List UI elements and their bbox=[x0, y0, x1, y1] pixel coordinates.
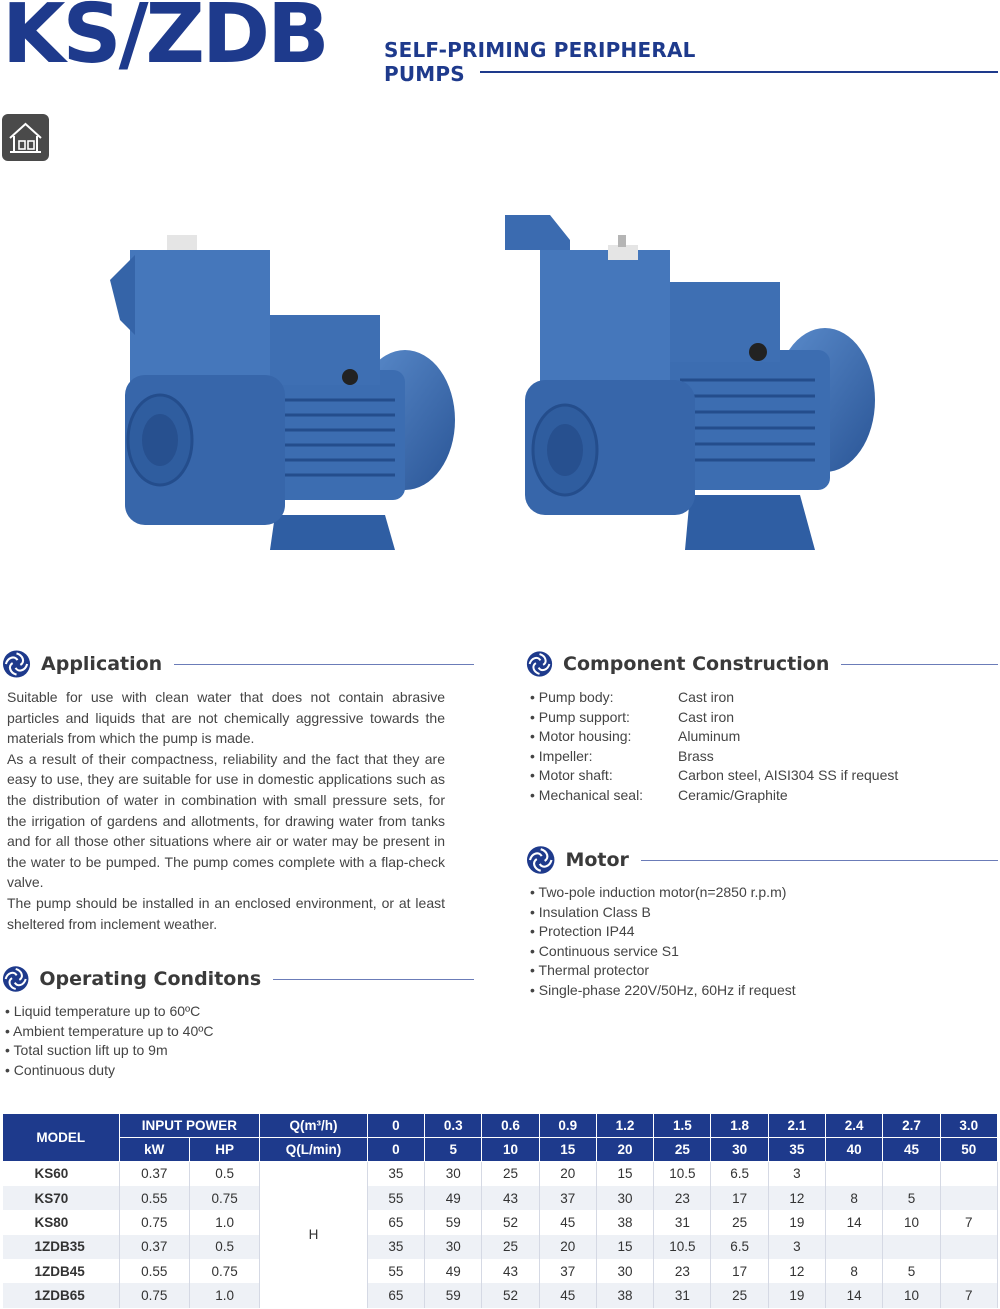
q-m3h-header: Q(m³/h) bbox=[260, 1114, 368, 1138]
head-label-cell: H bbox=[260, 1162, 368, 1308]
head-value-cell: 59 bbox=[425, 1283, 482, 1307]
head-value-cell: 45 bbox=[539, 1283, 596, 1307]
head-value-cell: 35 bbox=[367, 1162, 424, 1186]
model-cell: 1ZDB45 bbox=[3, 1259, 120, 1283]
head-value-cell: 19 bbox=[768, 1210, 825, 1234]
q-m3h-value: 2.7 bbox=[883, 1114, 940, 1138]
section-rule bbox=[273, 979, 474, 980]
head-value-cell bbox=[883, 1162, 940, 1186]
application-paragraph: As a result of their compactness, reliability and the fact that they are easy to use, they are suitable for use in domestic applications such as the distribution of water in combination with small pressure sets, for the irrigation of gardens and allotments, for drawing water from tanks and for all those other situations where air or water may be present in the water to be pumped. The pump comes complete with a flap-check valve. bbox=[7, 750, 445, 891]
head-value-cell: 37 bbox=[539, 1186, 596, 1210]
head-value-cell: 12 bbox=[768, 1259, 825, 1283]
brand-title: KS/ZDB bbox=[2, 0, 327, 82]
kw-cell: 0.75 bbox=[119, 1283, 189, 1307]
model-header: MODEL bbox=[3, 1114, 120, 1162]
head-value-cell: 59 bbox=[425, 1210, 482, 1234]
head-value-cell: 49 bbox=[425, 1259, 482, 1283]
component-row bbox=[530, 688, 898, 708]
component-material: Ceramic/Graphite bbox=[678, 786, 788, 803]
q-m3h-value: 2.1 bbox=[768, 1114, 825, 1138]
head-value-cell: 65 bbox=[367, 1210, 424, 1234]
head-value-cell: 25 bbox=[482, 1235, 539, 1259]
head-value-cell: 15 bbox=[596, 1235, 653, 1259]
model-cell: 1ZDB65 bbox=[3, 1283, 120, 1307]
component-row bbox=[530, 708, 898, 728]
q-lmin-value: 15 bbox=[539, 1138, 596, 1162]
head-value-cell: 31 bbox=[654, 1210, 711, 1234]
motor-list bbox=[530, 883, 796, 1001]
hp-cell: 0.5 bbox=[189, 1162, 259, 1186]
section-rule bbox=[841, 664, 998, 665]
table-header-row bbox=[3, 1114, 998, 1138]
head-value-cell: 52 bbox=[482, 1283, 539, 1307]
component-part: • Mechanical seal: bbox=[530, 786, 678, 806]
head-value-cell: 49 bbox=[425, 1186, 482, 1210]
kw-cell: 0.37 bbox=[119, 1235, 189, 1259]
hp-cell: 0.5 bbox=[189, 1235, 259, 1259]
head-value-cell: 15 bbox=[596, 1162, 653, 1186]
section-title: Application bbox=[41, 653, 163, 675]
application-paragraph: The pump should be installed in an enclosed environment, or at least sheltered from inclement weather. bbox=[7, 894, 445, 932]
hp-cell: 1.0 bbox=[189, 1210, 259, 1234]
head-value-cell: 10.5 bbox=[654, 1162, 711, 1186]
head-value-cell: 31 bbox=[654, 1283, 711, 1307]
component-material: Brass bbox=[678, 747, 714, 764]
kw-cell: 0.55 bbox=[119, 1259, 189, 1283]
head-value-cell: 19 bbox=[768, 1283, 825, 1307]
head-value-cell: 35 bbox=[367, 1235, 424, 1259]
component-part: • Pump body: bbox=[530, 688, 678, 708]
q-m3h-value: 1.5 bbox=[654, 1114, 711, 1138]
section-operating bbox=[2, 964, 474, 994]
component-row bbox=[530, 786, 898, 806]
head-value-cell: 20 bbox=[539, 1235, 596, 1259]
q-m3h-value: 3.0 bbox=[940, 1114, 997, 1138]
swirl-logo-icon bbox=[2, 964, 29, 994]
head-value-cell: 52 bbox=[482, 1210, 539, 1234]
head-value-cell: 55 bbox=[367, 1259, 424, 1283]
subtitle-line-2: PUMPS bbox=[384, 62, 465, 86]
component-part: • Motor shaft: bbox=[530, 766, 678, 786]
list-item: • Thermal protector bbox=[530, 961, 796, 981]
component-row bbox=[530, 747, 898, 767]
list-item: • Single-phase 220V/50Hz, 60Hz if request bbox=[530, 981, 796, 1001]
head-value-cell: 38 bbox=[596, 1283, 653, 1307]
input-power-header: INPUT POWER bbox=[119, 1114, 260, 1138]
swirl-logo-icon bbox=[526, 845, 555, 875]
performance-table bbox=[2, 1113, 998, 1308]
head-value-cell bbox=[940, 1186, 997, 1210]
head-value-cell bbox=[940, 1162, 997, 1186]
head-value-cell: 6.5 bbox=[711, 1235, 768, 1259]
q-lmin-header: Q(L/min) bbox=[260, 1138, 368, 1162]
kw-header: kW bbox=[119, 1138, 189, 1162]
q-m3h-value: 0 bbox=[367, 1114, 424, 1138]
house-indoor-icon bbox=[2, 114, 49, 161]
q-lmin-value: 25 bbox=[654, 1138, 711, 1162]
head-value-cell: 10 bbox=[883, 1210, 940, 1234]
head-value-cell: 30 bbox=[425, 1162, 482, 1186]
model-cell: 1ZDB35 bbox=[3, 1235, 120, 1259]
component-part: • Impeller: bbox=[530, 747, 678, 767]
head-value-cell: 20 bbox=[539, 1162, 596, 1186]
section-component bbox=[526, 649, 998, 679]
list-item: • Liquid temperature up to 60ºC bbox=[5, 1002, 213, 1022]
head-value-cell: 10.5 bbox=[654, 1235, 711, 1259]
table-header-row bbox=[3, 1138, 998, 1162]
header-rule bbox=[480, 71, 998, 73]
component-row bbox=[530, 766, 898, 786]
head-value-cell: 3 bbox=[768, 1235, 825, 1259]
head-value-cell: 23 bbox=[654, 1186, 711, 1210]
kw-cell: 0.55 bbox=[119, 1186, 189, 1210]
head-value-cell: 8 bbox=[826, 1259, 883, 1283]
head-value-cell: 30 bbox=[425, 1235, 482, 1259]
model-cell: KS80 bbox=[3, 1210, 120, 1234]
head-value-cell: 10 bbox=[883, 1283, 940, 1307]
head-value-cell: 25 bbox=[482, 1162, 539, 1186]
pump-image-right bbox=[500, 210, 880, 565]
section-title: Operating Conditons bbox=[39, 968, 262, 990]
head-value-cell: 25 bbox=[711, 1283, 768, 1307]
head-value-cell: 30 bbox=[596, 1186, 653, 1210]
head-value-cell: 6.5 bbox=[711, 1162, 768, 1186]
table-row bbox=[3, 1235, 998, 1259]
component-table bbox=[530, 688, 898, 806]
section-title: Component Construction bbox=[563, 653, 830, 675]
product-subtitle bbox=[384, 38, 696, 86]
table-row bbox=[3, 1283, 998, 1307]
q-lmin-value: 50 bbox=[940, 1138, 997, 1162]
head-value-cell bbox=[940, 1235, 997, 1259]
head-value-cell: 30 bbox=[596, 1259, 653, 1283]
swirl-logo-icon bbox=[526, 649, 553, 679]
head-value-cell: 65 bbox=[367, 1283, 424, 1307]
head-value-cell: 3 bbox=[768, 1162, 825, 1186]
head-value-cell: 37 bbox=[539, 1259, 596, 1283]
q-lmin-value: 10 bbox=[482, 1138, 539, 1162]
list-item: • Continuous service S1 bbox=[530, 942, 796, 962]
head-value-cell: 14 bbox=[826, 1283, 883, 1307]
head-value-cell: 43 bbox=[482, 1259, 539, 1283]
component-part: • Motor housing: bbox=[530, 727, 678, 747]
head-value-cell: 12 bbox=[768, 1186, 825, 1210]
component-material: Carbon steel, AISI304 SS if request bbox=[678, 767, 899, 784]
head-value-cell: 7 bbox=[940, 1210, 997, 1234]
head-value-cell: 55 bbox=[367, 1186, 424, 1210]
q-m3h-value: 0.9 bbox=[539, 1114, 596, 1138]
q-m3h-value: 1.8 bbox=[711, 1114, 768, 1138]
head-value-cell bbox=[826, 1162, 883, 1186]
q-lmin-value: 20 bbox=[596, 1138, 653, 1162]
q-lmin-value: 5 bbox=[425, 1138, 482, 1162]
head-value-cell bbox=[940, 1259, 997, 1283]
head-value-cell: 25 bbox=[711, 1210, 768, 1234]
head-value-cell: 43 bbox=[482, 1186, 539, 1210]
head-value-cell: 38 bbox=[596, 1210, 653, 1234]
hp-cell: 0.75 bbox=[189, 1259, 259, 1283]
q-lmin-value: 30 bbox=[711, 1138, 768, 1162]
list-item: • Total suction lift up to 9m bbox=[5, 1041, 213, 1061]
head-value-cell: 8 bbox=[826, 1186, 883, 1210]
component-part: • Pump support: bbox=[530, 708, 678, 728]
list-item: • Insulation Class B bbox=[530, 903, 796, 923]
kw-cell: 0.75 bbox=[119, 1210, 189, 1234]
application-text bbox=[7, 687, 445, 934]
hp-cell: 0.75 bbox=[189, 1186, 259, 1210]
head-value-cell bbox=[883, 1235, 940, 1259]
q-lmin-value: 35 bbox=[768, 1138, 825, 1162]
head-value-cell: 7 bbox=[940, 1283, 997, 1307]
operating-list bbox=[5, 1002, 213, 1080]
head-value-cell: 5 bbox=[883, 1259, 940, 1283]
hp-header: HP bbox=[189, 1138, 259, 1162]
q-lmin-value: 0 bbox=[367, 1138, 424, 1162]
model-cell: KS70 bbox=[3, 1186, 120, 1210]
section-motor bbox=[526, 845, 998, 875]
list-item: • Ambient temperature up to 40ºC bbox=[5, 1022, 213, 1042]
section-title: Motor bbox=[565, 849, 629, 871]
component-material: Aluminum bbox=[678, 728, 741, 745]
list-item: • Continuous duty bbox=[5, 1061, 213, 1081]
q-m3h-value: 0.6 bbox=[482, 1114, 539, 1138]
q-m3h-value: 1.2 bbox=[596, 1114, 653, 1138]
swirl-logo-icon bbox=[2, 649, 31, 679]
component-row bbox=[530, 727, 898, 747]
head-value-cell: 45 bbox=[539, 1210, 596, 1234]
pump-image-left bbox=[105, 225, 465, 565]
model-cell: KS60 bbox=[3, 1162, 120, 1186]
head-value-cell: 5 bbox=[883, 1186, 940, 1210]
section-application bbox=[2, 649, 474, 679]
head-value-cell: 23 bbox=[654, 1259, 711, 1283]
section-rule bbox=[174, 664, 474, 665]
q-lmin-value: 45 bbox=[883, 1138, 940, 1162]
component-material: Cast iron bbox=[678, 708, 735, 725]
head-value-cell: 17 bbox=[711, 1186, 768, 1210]
head-value-cell: 17 bbox=[711, 1259, 768, 1283]
head-value-cell bbox=[826, 1235, 883, 1259]
table-row bbox=[3, 1186, 998, 1210]
table-row bbox=[3, 1210, 998, 1234]
list-item: • Two-pole induction motor(n=2850 r.p.m) bbox=[530, 883, 796, 903]
q-m3h-value: 0.3 bbox=[425, 1114, 482, 1138]
list-item: • Protection IP44 bbox=[530, 922, 796, 942]
table-row bbox=[3, 1162, 998, 1186]
q-lmin-value: 40 bbox=[826, 1138, 883, 1162]
q-m3h-value: 2.4 bbox=[826, 1114, 883, 1138]
subtitle-line-1: SELF-PRIMING PERIPHERAL bbox=[384, 38, 696, 62]
kw-cell: 0.37 bbox=[119, 1162, 189, 1186]
hp-cell: 1.0 bbox=[189, 1283, 259, 1307]
table-row bbox=[3, 1259, 998, 1283]
section-rule bbox=[641, 860, 998, 861]
component-material: Cast iron bbox=[678, 689, 735, 705]
head-value-cell: 14 bbox=[826, 1210, 883, 1234]
application-paragraph: Suitable for use with clean water that does not contain abrasive particles and liquids that are not chemically aggressive towards the materials from which the pump is made. bbox=[7, 689, 445, 747]
